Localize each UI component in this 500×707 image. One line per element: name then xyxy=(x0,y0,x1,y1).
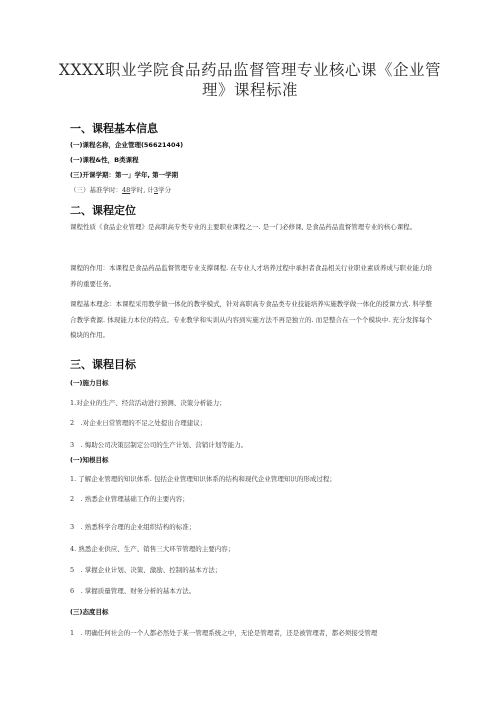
hours-prefix: （三）基准学时： xyxy=(70,186,122,194)
course-nature-line: (一)课程&性，B类课程 xyxy=(70,156,139,164)
credits-value: 3 xyxy=(153,186,159,194)
section-heading-objectives: 三、课程目标 xyxy=(70,358,136,371)
knowledge-item: 1. 了解企业管理的知识体系. 包括企业管理知识体系的结构和现代企业管理知识的形成过程； xyxy=(70,475,336,483)
course-name-line: (一)课程名称，企业管理(56621404) xyxy=(70,141,184,149)
knowledge-item: 6 . 掌握质量管理、财务分析的基本方法。 xyxy=(70,587,196,595)
document-title: XXXX职业学院食品药品监督管理专业核心课《企业管理》课程标准 xyxy=(58,61,442,99)
ability-heading: (一)施力目标 xyxy=(70,379,109,387)
hours-mid: 学时, 计 xyxy=(130,186,154,194)
ability-item: 3 . 悔助公司决策层制定公司的生产计划、营销计划等能力。 xyxy=(70,441,248,449)
hours-value: 48 xyxy=(122,186,131,194)
credits-suffix: 学分 xyxy=(158,186,172,194)
paragraph-course-role: 课程的作用：本课程是食品药品监督管理专业支撑课程. 在专业人才培养过程中承担者食品相关行业职业素质养成与职业能力培养的重要任务。 xyxy=(70,264,432,288)
knowledge-heading: (一)知根目标 xyxy=(70,456,109,464)
paragraph-course-philosophy: 课程基本理念：本课程采用教学做一体化的教学模式，针对高职高专食品类专业技能培养实施教学做一体化的授课方式. 科学整合教学费源. 体现能力本位的特点。专业教学和实训从内容到实施方法不再是独立的. 而是整合在一个个模块中. 充分发挥每个模块的作用。 xyxy=(70,300,432,339)
ability-item: 1.对企业的生产、经营活动进行预测、决策分析能力； xyxy=(70,399,226,407)
ability-item: 2 .对企业日常管理的不足之处提出合理建议； xyxy=(70,419,207,427)
section-heading-basic-info: 一、课程基本信息 xyxy=(70,122,158,135)
paragraph-course-nature: 课程性质《食品企业管理》是高职高专类专业的主要职业课程之一. 是一门必修课, 是食品药品直督管理专业的核心课程。 xyxy=(70,223,417,231)
knowledge-item: 3 . 熟悉科学合理的企业组织结构的标准； xyxy=(70,523,196,531)
section-heading-positioning: 二、课程定位 xyxy=(70,204,136,217)
knowledge-item: 4. 熟悉企业供应、生产、销售三大环节管理的主要内容； xyxy=(70,545,235,553)
attitude-heading: (三)态度目标 xyxy=(70,608,109,616)
hours-line xyxy=(70,185,171,194)
knowledge-item: 5 . 掌握企业计划、决策、激励、控制的基本方法； xyxy=(70,566,222,574)
term-line: (三)开课学期：第一」学年, 第一学期 xyxy=(70,171,179,179)
attitude-item: 1 . 明确任何社会的一个人都必然处于某一管理系统之中，无论是管理者，还是被管理者，都必须接受管理 xyxy=(70,629,378,637)
knowledge-item: 2 . 熟悉企业管理基础工作的主要内容； xyxy=(70,495,189,503)
